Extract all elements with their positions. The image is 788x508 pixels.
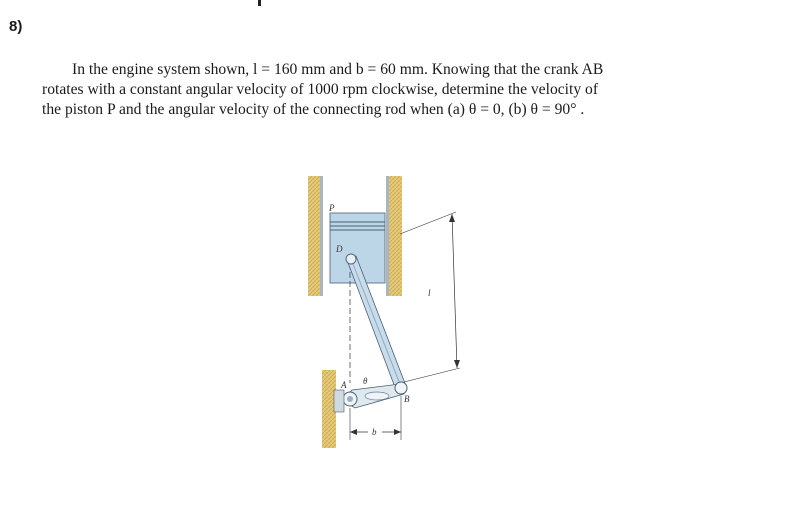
dim-arrow-bottom [454,360,460,368]
dim-extension-top [400,212,456,234]
label-crank-end: B [404,394,410,404]
question-number: 8) [9,18,23,35]
label-piston: P [329,203,335,213]
wrist-pin [346,254,356,264]
left-wall-liner [320,176,323,296]
crank-pivot-bearing [347,396,353,402]
right-wall-liner [386,176,389,296]
label-angle: θ [363,376,368,386]
engine-diagram [300,168,480,453]
dim-b-arrow-right [394,429,401,435]
crank-web [365,392,389,400]
problem-line-1: In the engine system shown, l = 160 mm and b = 60 mm. Knowing that the crank AB [72,61,604,78]
label-crank-pivot: A [341,380,347,390]
problem-line-3: the piston P and the angular velocity of the connecting rod when (a) θ = 0, (b) θ = 90° . [42,101,585,118]
label-pin: D [336,244,343,254]
crank-pin [395,382,407,394]
right-cylinder-wall [388,176,402,296]
label-rod-length: l [428,288,431,298]
problem-statement [42,60,732,120]
left-cylinder-wall [308,176,322,296]
engine-figure [300,168,480,453]
dim-line-l [452,214,457,368]
label-crank-length: b [372,427,377,437]
dim-arrow-top [449,214,455,222]
dim-b-arrow-left [350,429,357,435]
problem-line-2: rotates with a constant angular velocity of 1000 rpm clockwise, determine the velocity of [42,81,599,98]
dim-extension-bottom [404,368,460,382]
crank-bearing-block [334,390,344,412]
page-edge-mark [258,0,261,6]
